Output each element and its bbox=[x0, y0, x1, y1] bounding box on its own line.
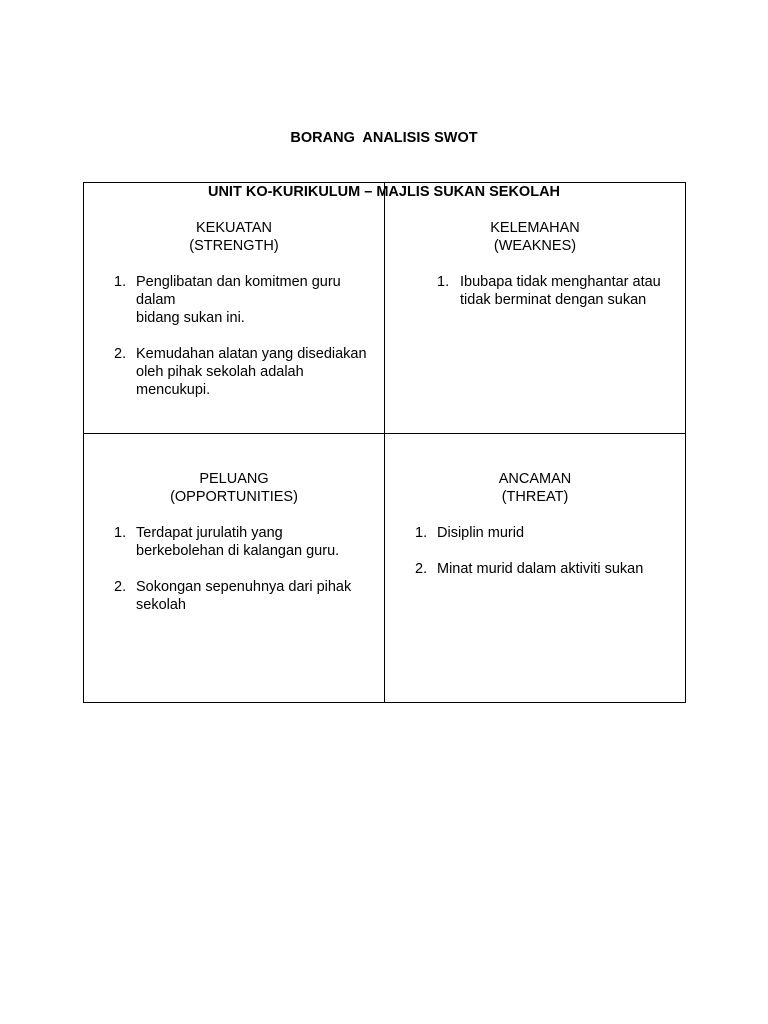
list-item-number: 1. bbox=[114, 525, 127, 541]
list-item-number: 2. bbox=[114, 579, 127, 595]
strength-content bbox=[84, 183, 384, 399]
list-item-text-line: Ibubapa tidak menghantar atau bbox=[460, 274, 661, 290]
weakness-heading bbox=[385, 219, 685, 255]
weakness-list bbox=[385, 273, 685, 309]
list-item bbox=[84, 578, 384, 614]
opportunity-cell bbox=[84, 434, 385, 703]
opportunity-title: PELUANG bbox=[199, 471, 269, 487]
list-item-number: 1. bbox=[114, 274, 127, 290]
strength-subtitle: (STRENGTH) bbox=[189, 238, 279, 254]
threat-subtitle: (THREAT) bbox=[501, 489, 569, 505]
weakness-cell bbox=[385, 183, 686, 434]
list-item-text-line: berkebolehan di kalangan guru. bbox=[136, 543, 340, 559]
threat-content bbox=[385, 434, 685, 578]
list-item bbox=[385, 560, 685, 578]
list-item-text-line: sekolah bbox=[136, 597, 186, 613]
weakness-subtitle: (WEAKNES) bbox=[493, 238, 577, 254]
swot-row-top bbox=[84, 183, 686, 434]
list-item-text-line: oleh pihak sekolah adalah bbox=[136, 364, 304, 380]
list-item-number: 2. bbox=[114, 346, 127, 362]
strength-list bbox=[84, 273, 384, 399]
opportunity-list bbox=[84, 524, 384, 614]
threat-heading bbox=[385, 470, 685, 506]
list-item-text-line: Kemudahan alatan yang disediakan bbox=[136, 346, 367, 362]
list-item bbox=[385, 273, 685, 309]
list-item-text-line: tidak berminat dengan sukan bbox=[460, 292, 647, 308]
strength-heading bbox=[84, 219, 384, 255]
list-item bbox=[385, 524, 685, 542]
opportunity-heading bbox=[84, 470, 384, 506]
threat-list bbox=[385, 524, 685, 578]
weakness-title: KELEMAHAN bbox=[490, 220, 580, 236]
list-item bbox=[84, 345, 384, 399]
title-line-2: UNIT KO-KURIKULUM – MAJLIS SUKAN SEKOLAH bbox=[207, 184, 561, 200]
list-item-text-line: Penglibatan dan komitmen guru bbox=[136, 274, 341, 290]
list-item-number: 1. bbox=[415, 525, 428, 541]
list-item-number: 2. bbox=[415, 561, 428, 577]
list-item-text-line: Terdapat jurulatih yang bbox=[136, 525, 283, 541]
strength-cell bbox=[84, 183, 385, 434]
swot-row-bottom bbox=[84, 434, 686, 703]
list-item bbox=[84, 273, 384, 327]
title-line-1: BORANG ANALISIS SWOT bbox=[290, 130, 478, 146]
list-item-text-line: Sokongan sepenuhnya dari pihak bbox=[136, 579, 352, 595]
list-item-text-line: Disiplin murid bbox=[437, 525, 525, 541]
list-item-number: 1. bbox=[437, 274, 450, 290]
list-item bbox=[84, 524, 384, 560]
list-item-text-line: dalam bbox=[136, 292, 176, 308]
threat-title: ANCAMAN bbox=[498, 471, 572, 487]
list-item-text-line: mencukupi. bbox=[136, 382, 211, 398]
list-item-text-line: Minat murid dalam aktiviti sukan bbox=[437, 561, 644, 577]
list-item-text-line: bidang sukan ini. bbox=[136, 310, 245, 326]
strength-title: KEKUATAN bbox=[195, 220, 272, 236]
swot-table bbox=[83, 182, 686, 703]
opportunity-content bbox=[84, 434, 384, 614]
threat-cell bbox=[385, 434, 686, 703]
opportunity-subtitle: (OPPORTUNITIES) bbox=[170, 489, 298, 505]
weakness-content bbox=[385, 183, 685, 309]
